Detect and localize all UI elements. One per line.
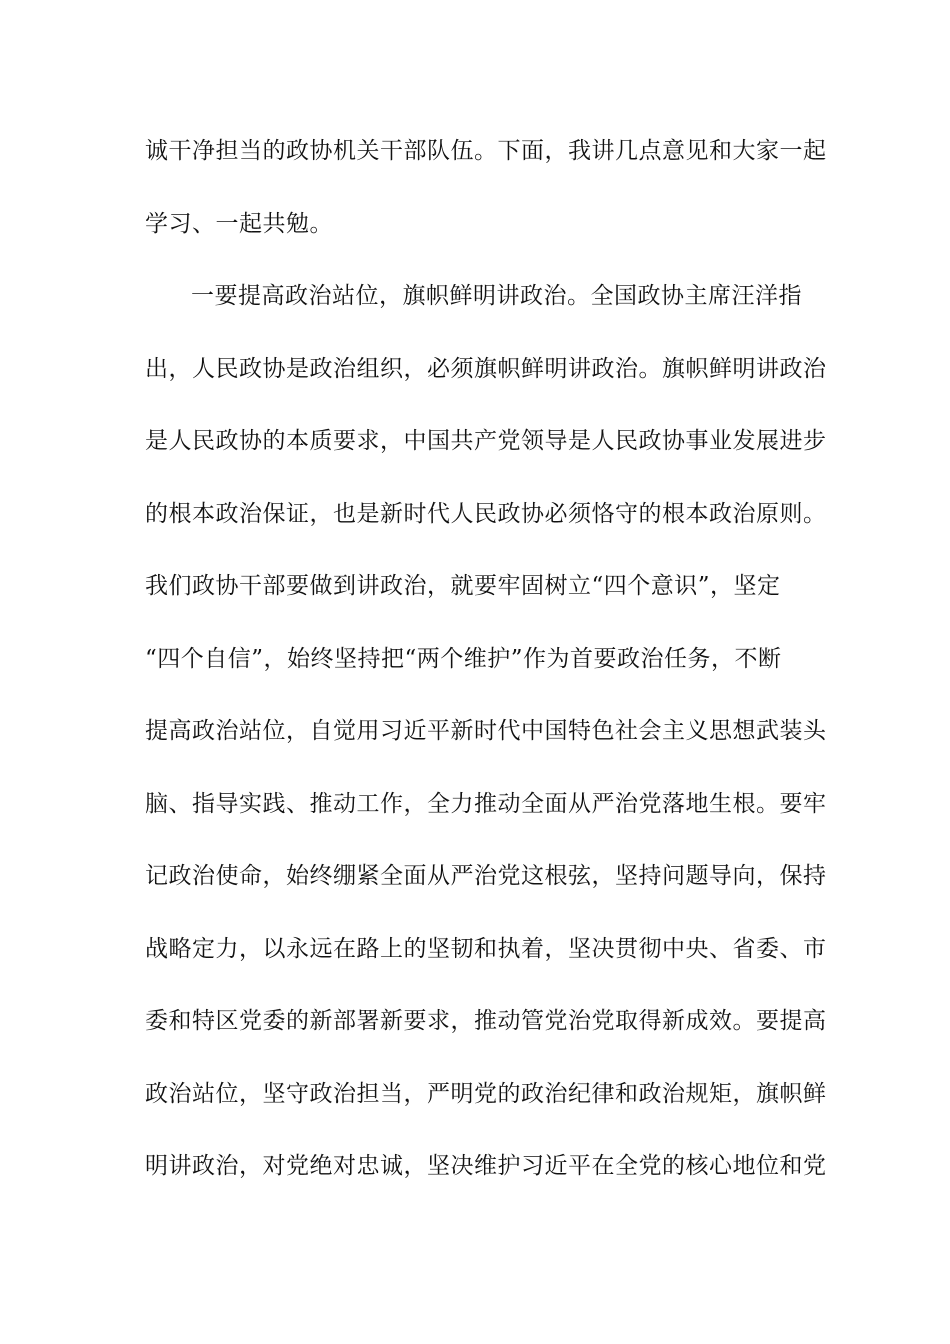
- paragraph-start-line: 一要提高政治站位，旗帜鲜明讲政治。全国政协主席汪洋指: [191, 283, 802, 309]
- text-line: 我们政协干部要做到讲政治，就要牢固树立“四个意识”，坚定: [145, 573, 781, 599]
- text-line: 提高政治站位，自觉用习近平新时代中国特色社会主义思想武装头: [145, 718, 827, 744]
- text-line: 脑、指导实践、推动工作，全力推动全面从严治党落地生根。要牢: [145, 790, 827, 817]
- text-line: 记政治使命，始终绷紧全面从严治党这根弦，坚持问题导向，保持: [145, 863, 827, 889]
- text-line: 是人民政协的本质要求，中国共产党领导是人民政协事业发展进步: [145, 428, 827, 454]
- text-line: 委和特区党委的新部署新要求，推动管党治党取得新成效。要提高: [145, 1008, 827, 1034]
- text-line: 学习、一起共勉。: [145, 210, 333, 237]
- text-line: 政治站位，坚守政治担当，严明党的政治纪律和政治规矩，旗帜鲜: [145, 1080, 827, 1107]
- text-line: 诚干净担当的政协机关干部队伍。下面，我讲几点意见和大家一起: [145, 138, 827, 164]
- text-line: 明讲政治，对党绝对忠诚，坚决维护习近平在全党的核心地位和党: [145, 1153, 827, 1179]
- body-text: [145, 128, 827, 1216]
- text-line: 战略定力，以永远在路上的坚韧和执着，坚决贯彻中央、省委、市: [145, 935, 827, 962]
- text-line: 出，人民政协是政治组织，必须旗帜鲜明讲政治。旗帜鲜明讲政治: [145, 355, 827, 382]
- text-line: “四个自信”，始终坚持把“两个维护”作为首要政治任务，不断: [145, 645, 782, 672]
- text-line: 的根本政治保证，也是新时代人民政协必须恪守的根本政治原则。: [145, 500, 827, 527]
